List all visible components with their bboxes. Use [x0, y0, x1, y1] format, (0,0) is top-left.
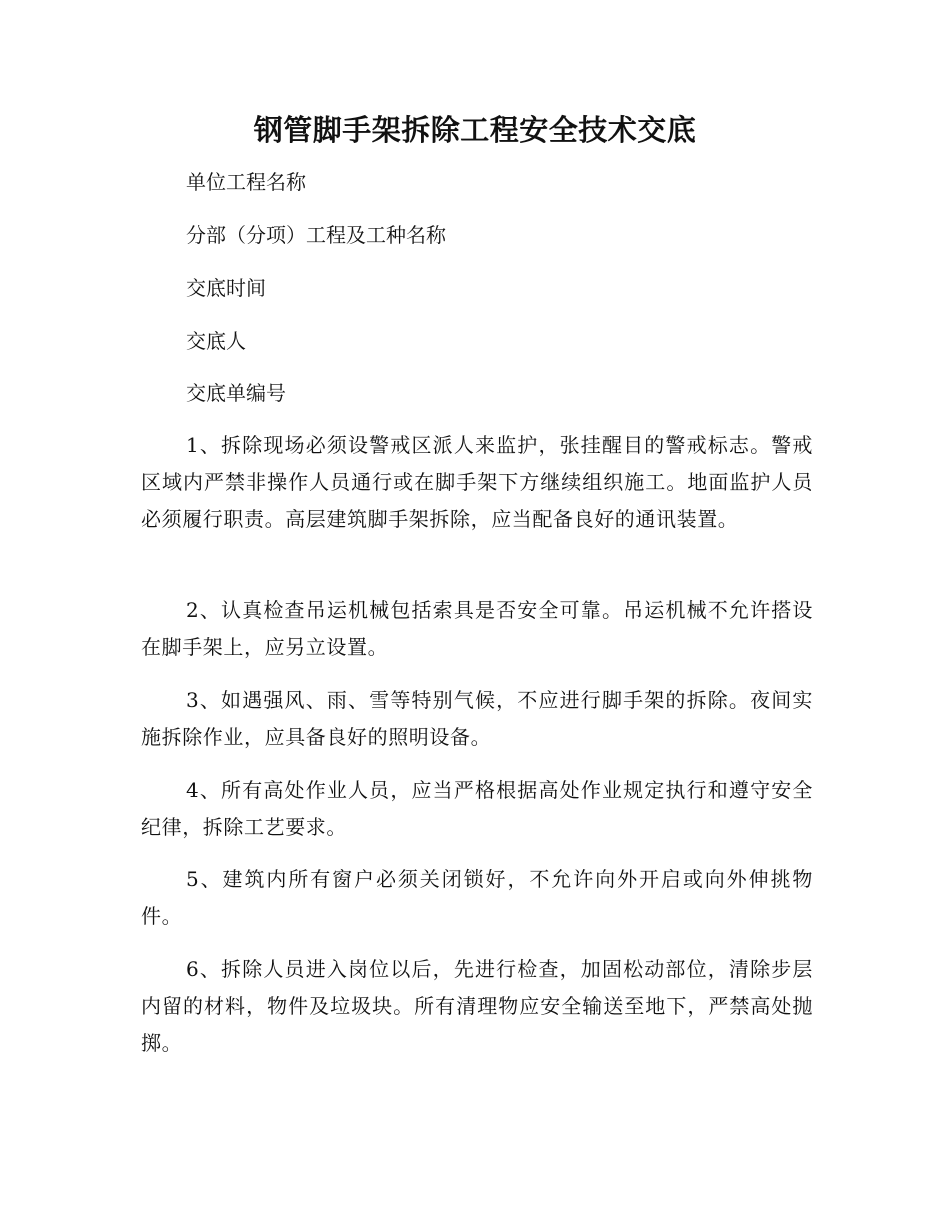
paragraph-4: 4、所有高处作业人员，应当严格根据高处作业规定执行和遵守安全纪律，拆除工艺要求。 [141, 778, 813, 839]
field-handover-number: 交底单编号 [186, 381, 286, 405]
paragraph-6: 6、拆除人员进入岗位以后，先进行检查，加固松动部位，清除步层内留的材料，物件及垃圾块。所有清理物应安全输送至地下，严禁高处抛掷。 [141, 957, 813, 1055]
field-subproject-name: 分部（分项）工程及工种名称 [186, 223, 446, 247]
paragraph-3: 3、如遇强风、雨、雪等特别气候，不应进行脚手架的拆除。夜间实施拆除作业，应具备良好的照明设备。 [141, 688, 813, 749]
field-handover-time: 交底时间 [186, 276, 266, 300]
document-title: 钢管脚手架拆除工程安全技术交底 [253, 113, 697, 147]
paragraph-5: 5、建筑内所有窗户必须关闭锁好，不允许向外开启或向外伸挑物件。 [141, 867, 813, 928]
paragraph-2: 2、认真检查吊运机械包括索具是否安全可靠。吊运机械不允许搭设在脚手架上，应另立设置。 [141, 598, 813, 659]
field-handover-person: 交底人 [186, 329, 246, 353]
field-unit-project-name: 单位工程名称 [186, 170, 306, 194]
paragraph-1: 1、拆除现场必须设警戒区派人来监护，张挂醒目的警戒标志。警戒区域内严禁非操作人员通行或在脚手架下方继续组织施工。地面监护人员必须履行职责。高层建筑脚手架拆除，应当配备良好的通讯装置。 [141, 433, 813, 531]
